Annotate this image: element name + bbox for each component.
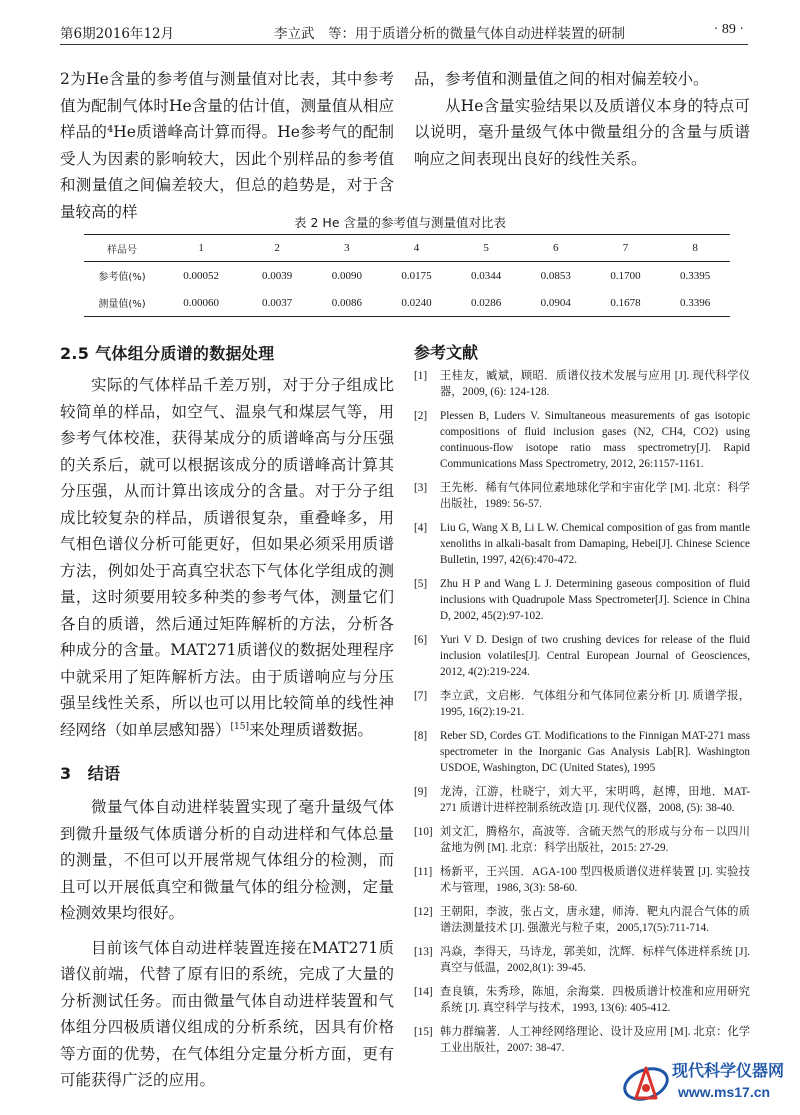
- reference-item: [414, 1024, 750, 1056]
- table-column-header: 4: [382, 235, 452, 262]
- reference-number: [13]: [414, 946, 433, 958]
- reference-number: [1]: [414, 370, 428, 382]
- table-column-header: 1: [160, 235, 242, 262]
- table-cell: 0.3396: [660, 289, 730, 317]
- reference-item: [414, 904, 750, 936]
- table-cell: 0.0039: [262, 269, 293, 282]
- reference-number: [10]: [414, 826, 433, 838]
- table-row-label: 测量值(%): [84, 289, 160, 317]
- reference-number: [11]: [414, 866, 433, 878]
- site-watermark: [620, 1054, 795, 1110]
- table-row-measured: [84, 289, 730, 317]
- table-header-label: 样品号: [84, 235, 160, 262]
- table-cell: 0.0037: [242, 289, 312, 317]
- reference-text: Reber SD, Cordes GT. Modifications to the Finnigan MAT-271 mass spectrometer in the Inorganic Gas Analysis Lab[R]. Washington USDOE, Washington, DC (United States), 1995: [440, 730, 750, 774]
- table-column-header: 3: [312, 235, 382, 262]
- reference-number: [5]: [414, 578, 428, 590]
- references-list: [414, 368, 750, 1064]
- reference-number: [4]: [414, 522, 428, 534]
- reference-text: 龙涛，江游，杜晓宁，刘大平，宋明鸣，赵博，田地．MAT-271 质谱计进样控制系统改造 [J]. 现代仪器，2008, (5): 38-40.: [440, 786, 750, 814]
- reference-number: [9]: [414, 786, 428, 798]
- linearity-paragraph: 从He含量实验结果以及质谱仪本身的特点可以说明，毫升量级气体中微量组分的含量与质谱响应之间表现出良好的线性关系。: [414, 96, 750, 168]
- table-cell: 0.0853: [540, 269, 571, 282]
- references-title: 参考文献: [414, 343, 479, 362]
- reference-item: [414, 520, 750, 568]
- table-row-label: 参考值(%): [98, 272, 146, 283]
- table-cell: 0.0086: [312, 289, 382, 317]
- reference-number: [12]: [414, 906, 433, 918]
- journal-issue: 第6期2016年12月: [60, 26, 175, 42]
- continued-paragraph-end: 品，参考值和测量值之间的相对偏差较小。: [414, 70, 709, 88]
- reference-item: [414, 408, 750, 472]
- running-title: 李立武 等：用于质谱分析的微量气体自动进样装置的研制: [274, 26, 625, 42]
- table-column-header: 8: [660, 235, 730, 262]
- table-column-header: 5: [451, 235, 521, 262]
- section-2-5-paragraph: [60, 372, 394, 743]
- watermark-logo-icon: [620, 1054, 676, 1110]
- reference-text: 王朝阳，李波，张占文，唐永建，师涛．靶丸内混合气体的质谱法测量技术 [J]. 强激光与粒子束，2005,17(5):711-714.: [440, 906, 750, 934]
- section-2-5-title: 2.5 气体组分质谱的数据处理: [60, 344, 275, 363]
- reference-number: [14]: [414, 986, 433, 998]
- reference-text: 杨新平，王兴国．AGA-100 型四极质谱仪进样装置 [J]. 实验技术与管理，1986, 3(3): 58-60.: [440, 866, 750, 894]
- watermark-site-name: 现代科学仪器网: [672, 1061, 785, 1080]
- reference-number: [7]: [414, 690, 428, 702]
- reference-text: 李立武，文启彬．气体组分和气体同位素分析 [J]. 质谱学报，1995, 16(2):19-21.: [440, 690, 750, 718]
- reference-item: [414, 480, 750, 512]
- table-cell: 0.3395: [680, 269, 711, 282]
- reference-text: Plessen B, Luders V. Simultaneous measurements of gas isotopic compositions of fluid inclusion gases (N2, CH4, CO2) using continuous-flow isotope ratio mass spectrometry[J]. Rapid Communications Mass Spectrometry, 2012, 26:1157-1161.: [440, 410, 750, 470]
- watermark-url: www.ms17.cn: [678, 1084, 771, 1100]
- reference-item: [414, 632, 750, 680]
- reference-number: [6]: [414, 634, 428, 646]
- section-2-5-text-end: 来处理质谱数据。: [249, 720, 374, 739]
- reference-text: 王桂友，臧斌，顾昭．质谱仪技术发展与应用 [J]. 现代科学仪器，2009, (6): 124-128.: [440, 370, 750, 398]
- table-row-reference: [84, 262, 730, 290]
- reference-text: 王先彬．稀有气体同位素地球化学和宇宙化学 [M]. 北京：科学出版社，1989: 56-57.: [440, 482, 750, 510]
- top-left-column: [60, 66, 394, 225]
- table-cell: 0.0175: [401, 269, 432, 282]
- reference-item: [414, 576, 750, 624]
- conclusion-paragraph-1: 微量气体自动进样装置实现了毫升量级气体到微升量级气体质谱分析的自动进样和气体总量的测量，不但可以开展常规气体组分的检测，而且可以开展低真空和微量气体的组分检测，定量检测效果均很好。: [60, 798, 394, 922]
- table-cell: 0.0286: [451, 289, 521, 317]
- table-cell: 0.00052: [183, 269, 220, 282]
- header-rule: [60, 44, 748, 45]
- reference-text: 刘文汇，腾格尔，高波等．含硫天然气的形成与分布－以四川盆地为例 [M]. 北京：科学出版社，2015: 27-29.: [440, 826, 750, 854]
- reference-text: 冯焱，李得天，马诗龙，郭美如，沈辉．标样气体进样系统 [J]. 真空与低温，2002,8(1): 39-45.: [440, 946, 750, 974]
- reference-number: [2]: [414, 410, 428, 422]
- top-right-column: [414, 66, 750, 172]
- reference-item: [414, 984, 750, 1016]
- reference-text: Liu G, Wang X B, Li L W. Chemical composition of gas from mantle xenoliths in alkali-basalt from Damaping, Hebei[J]. Chinese Science Bulletin, 1997, 42(6):470-472.: [440, 522, 750, 566]
- reference-item: [414, 944, 750, 976]
- reference-text: 韩力群编著．人工神经网络理论、设计及应用 [M]. 北京：化学工业出版社，2007: 38-47.: [440, 1026, 750, 1054]
- reference-item: [414, 728, 750, 776]
- reference-text: Yuri V D. Design of two crushing devices for release of the fluid inclusion volatiles[J]. Central European Journal of Geosciences, 2012, 4(2):219-224.: [440, 634, 750, 678]
- table-cell: 0.0344: [471, 269, 502, 282]
- table-header-row: [84, 235, 730, 262]
- table-cell: 0.0240: [382, 289, 452, 317]
- page-number: · 89 ·: [713, 22, 744, 37]
- reference-item: [414, 688, 750, 720]
- running-header: [60, 22, 748, 44]
- reference-number: [8]: [414, 730, 428, 742]
- table-cell: 0.1678: [591, 289, 661, 317]
- reference-number: [3]: [414, 482, 428, 494]
- reference-text: Zhu H P and Wang L J. Determining gaseous composition of fluid inclusions with Quadrupole Mass Spectrometer[J]. Science in China D, 2002, 45(2):97-102.: [440, 578, 750, 622]
- reference-item: [414, 368, 750, 400]
- reference-number: [15]: [414, 1026, 433, 1038]
- he-content-table: [84, 234, 730, 317]
- table-cell: 0.00060: [160, 289, 242, 317]
- conclusion-paragraph-2: 目前该气体自动进样装置连接在MAT271质谱仪前端，代替了原有旧的系统，完成了大量的分析测试任务。而由微量气体自动进样装置和气体组分四极质谱仪组成的分析系统，因具有价格等方面的优势，在气体组分定量分析方面，更有可能获得广泛的应用。: [60, 938, 394, 1089]
- table-caption: 表 2 He 含量的参考值与测量值对比表: [294, 215, 506, 230]
- section-3-title: 3 结语: [60, 764, 121, 783]
- table-cell: 0.1700: [610, 269, 641, 282]
- continued-paragraph: 2为He含量的参考值与测量值对比表，其中参考值为配制气体时He含量的估计值，测量值从相应样品的⁴He质谱峰高计算而得。He参考气的配制受人为因素的影响较大，因此个别样品的参考值和测量值之间偏差较大，但总的趋势是，对于含量较高的样: [60, 70, 394, 221]
- reference-item: [414, 824, 750, 856]
- left-body-column: [60, 341, 394, 1094]
- reference-item: [414, 864, 750, 896]
- table-cell: 0.0090: [331, 269, 362, 282]
- citation-15: [15]: [230, 721, 249, 732]
- table-column-header: 7: [591, 235, 661, 262]
- reference-item: [414, 784, 750, 816]
- section-2-5-text: 实际的气体样品千差万别，对于分子组成比较简单的样品，如空气、温泉气和煤层气等，用参考气体校准，获得某成分的质谱峰高与分压强的关系后，就可以根据该成分的质谱峰高计算其分压强，从而计算出该成分的含量。对于分子组成比较复杂的样品，质谱很复杂，重叠峰多，用气相色谱仪分析可能更好，但如果必须采用质谱方法，例如处于高真空状态下气体化学组成的测量，这时须要用较多种类的参考气体，测量它们各自的质谱，然后通过矩阵解析的方法，分析各种成分的含量。MAT271质谱仪的数据处理程序中就采用了矩阵解析方法。由于质谱响应与分压强呈线性关系，所以也可以用比较简单的线性神经网络（如单层感知器）: [60, 376, 394, 739]
- table-column-header: 6: [521, 235, 591, 262]
- reference-text: 查良镇，朱秀珍，陈旭，余海棠．四极质谱计校准和应用研究系统 [J]. 真空科学与技术，1993, 13(6): 405-412.: [440, 986, 750, 1014]
- table-cell: 0.0904: [521, 289, 591, 317]
- table-column-header: 2: [242, 235, 312, 262]
